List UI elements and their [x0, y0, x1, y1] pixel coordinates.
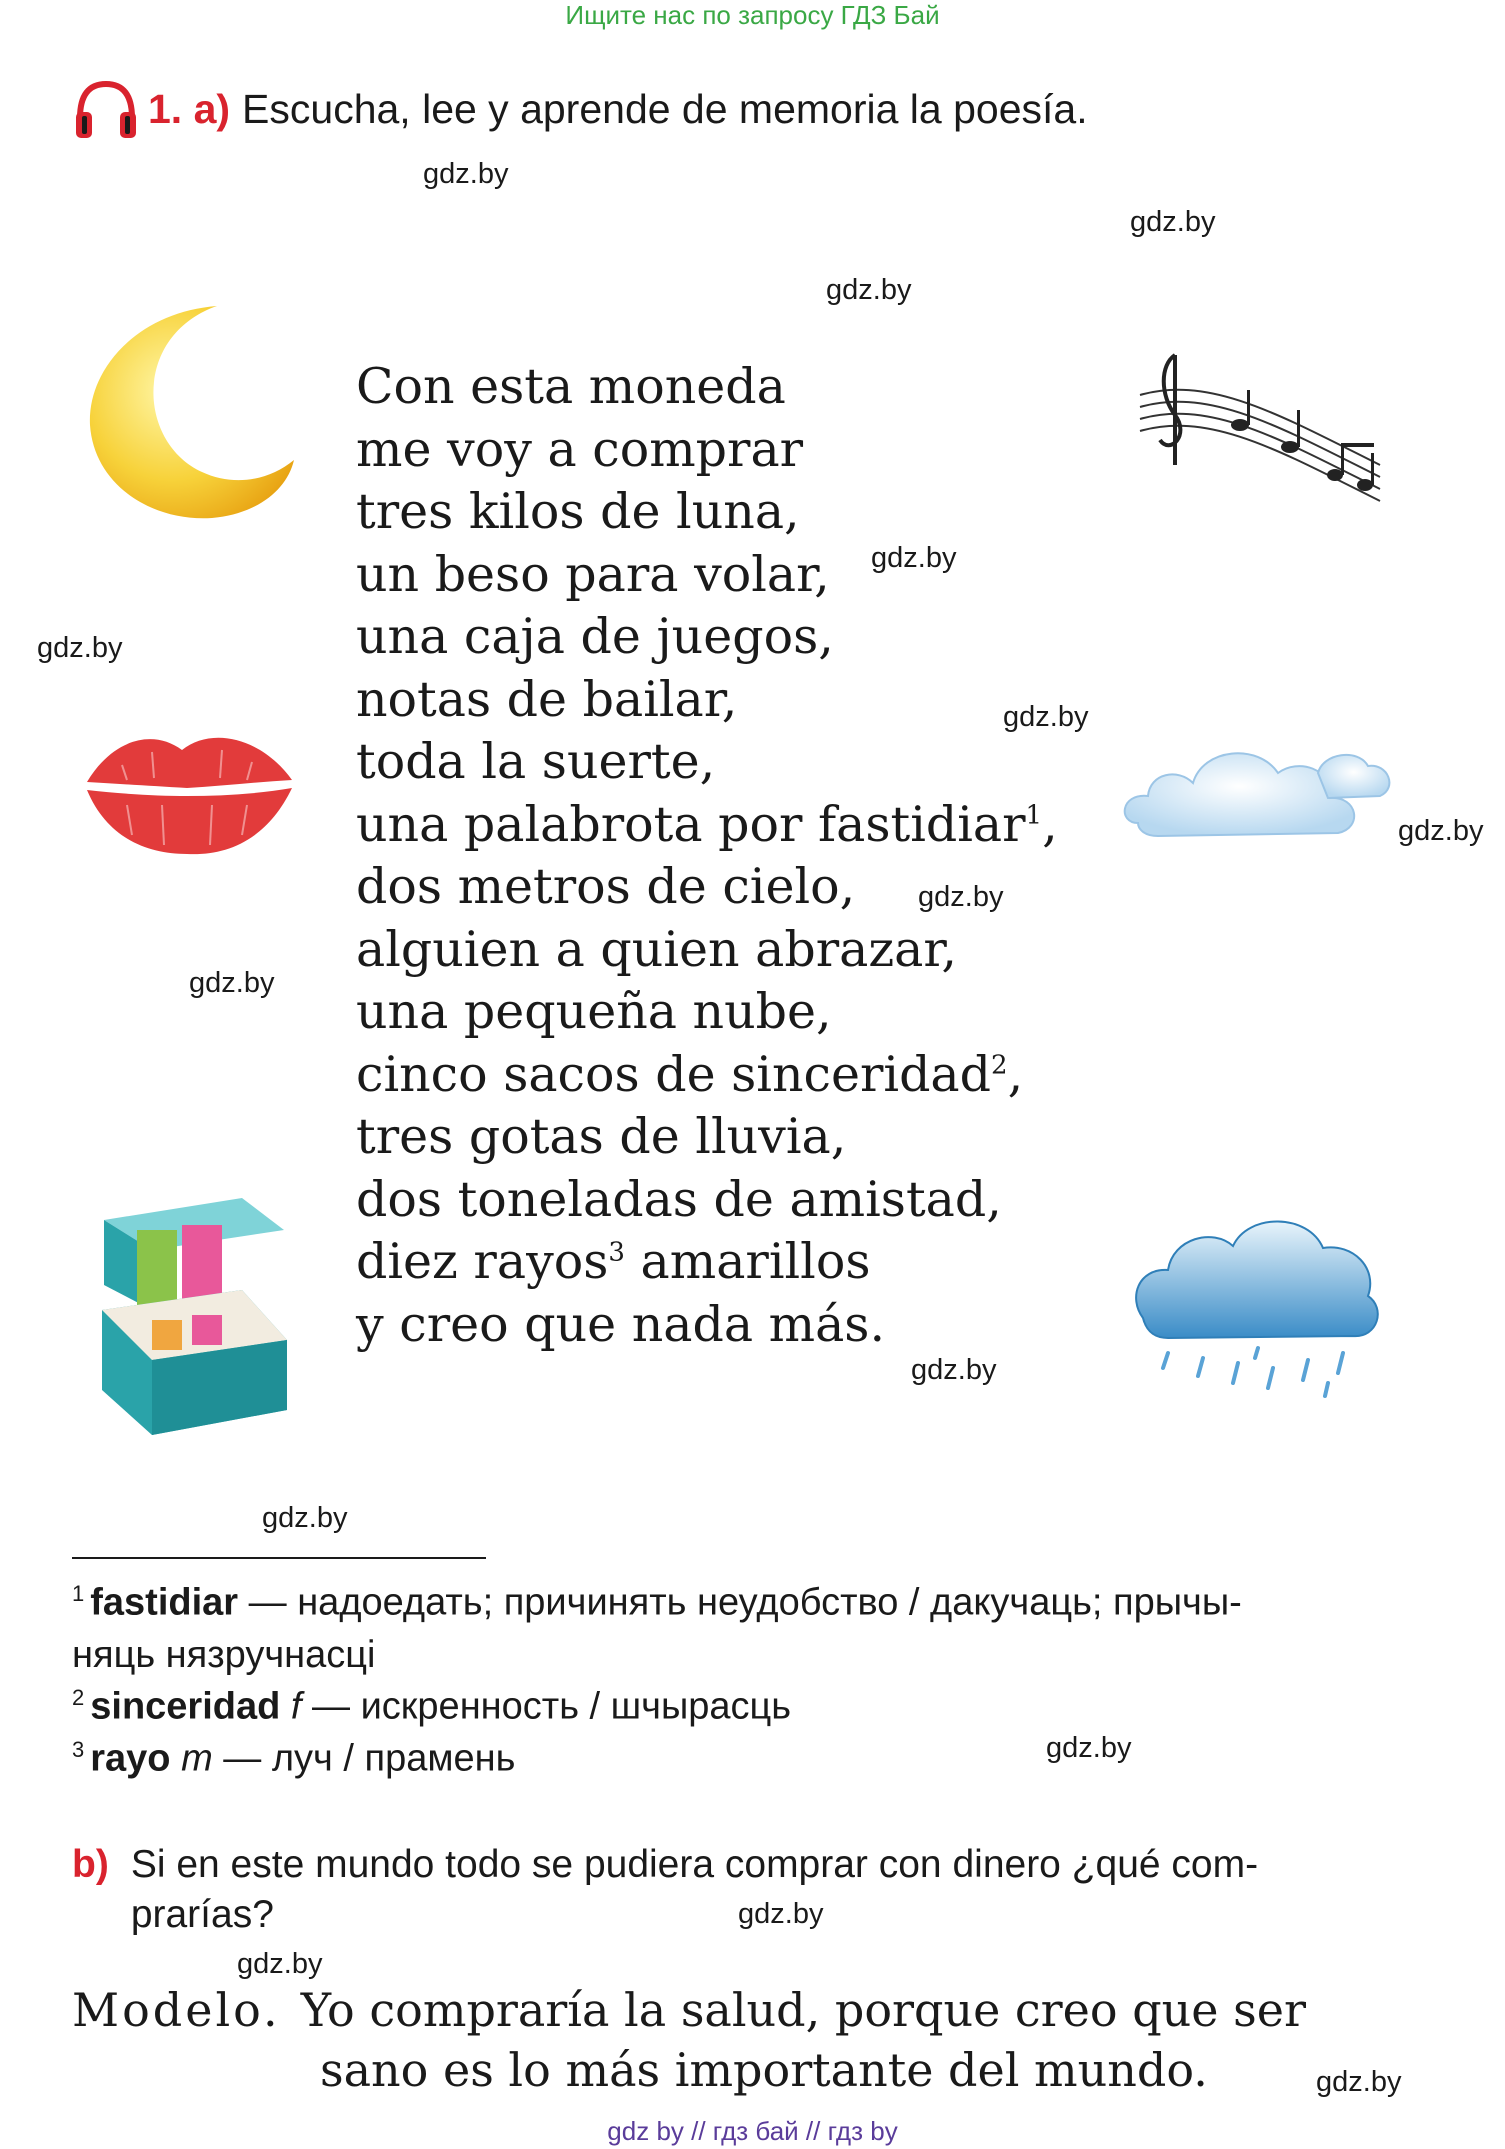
rain-cloud-image: [1128, 1208, 1388, 1408]
footnote-number: 2: [72, 1685, 85, 1710]
exercise-instruction: Escucha, lee y aprende de memoria la poesía.: [242, 85, 1088, 132]
watermark: gdz.by: [738, 1898, 824, 1930]
poem-line: me voy a comprar: [356, 420, 804, 478]
footnote-text: — искренность / шчырасць: [301, 1685, 792, 1728]
footnote: [72, 1568, 1412, 1681]
footnote-text: няць нязручнасці: [72, 1633, 376, 1676]
watermark: gdz.by: [237, 1948, 323, 1980]
poem-line: dos metros de cielo,: [356, 858, 856, 915]
poem-line-text: cinco sacos de sinceridad: [356, 1045, 992, 1103]
poem: [356, 356, 1058, 1356]
watermark: gdz.by: [262, 1502, 348, 1534]
footnote-word: fastidiar: [90, 1581, 239, 1624]
poem-line: alguien a quien abrazar,: [356, 920, 957, 978]
poem-line: [356, 794, 1058, 857]
watermark: gdz.by: [871, 542, 957, 574]
footnote: [72, 1724, 1412, 1785]
watermark: gdz.by: [423, 158, 509, 190]
footnote-number: 1: [72, 1581, 85, 1606]
model-label: Modelo.: [72, 1983, 281, 2037]
poem-line: un beso para volar,: [356, 545, 830, 603]
toy-box-image: [92, 1190, 292, 1435]
music-notes-image: [1130, 335, 1385, 515]
footnote-text: — надоедать; причинять неудобство / дакучаць; прычы-: [238, 1581, 1242, 1624]
footer-link[interactable]: gdz by // гдз бай // гдз by: [607, 2116, 898, 2146]
watermark: gdz.by: [826, 274, 912, 306]
watermark: gdz.by: [189, 967, 275, 999]
poem-line: [356, 1231, 1058, 1294]
model-answer: [72, 1980, 1412, 2100]
poem-line: una caja de juegos,: [356, 608, 834, 665]
watermark: gdz.by: [1003, 701, 1089, 733]
footnote-ref: 2: [991, 1050, 1008, 1081]
poem-punct: ,: [1007, 1045, 1024, 1103]
exercise-number: 1. a): [148, 85, 231, 132]
footnote-word: rayo: [90, 1737, 171, 1780]
poem-line: [356, 1044, 1058, 1107]
footnote-number: 3: [72, 1737, 85, 1762]
poem-line-text: amarillos: [624, 1233, 871, 1290]
headphones-icon: [72, 78, 140, 140]
watermark: gdz.by: [1316, 2066, 1402, 2098]
watermark: gdz.by: [37, 632, 123, 664]
lips-image: [82, 720, 297, 860]
poem-punct: ,: [1042, 795, 1058, 853]
part-b-question: Si en este mundo todo se pudiera comprar con dinero ¿qué com-prarías?: [130, 1843, 1259, 1936]
cloud-image: [1118, 728, 1398, 848]
footnote-ref: 3: [608, 1237, 625, 1268]
moon-image: [82, 300, 302, 525]
poem-line: toda la suerte,: [356, 733, 716, 790]
footnote-ref: 1: [1025, 800, 1043, 831]
exercise-title: [72, 78, 1088, 140]
footnote-text: — луч / прамень: [212, 1737, 516, 1780]
poem-line: tres gotas de lluvia,: [356, 1108, 847, 1165]
watermark: gdz.by: [1398, 815, 1484, 847]
model-line: sano es lo más importante del mundo.: [320, 2043, 1208, 2097]
model-line: Yo compraría la salud, porque creo que ser: [300, 1983, 1306, 2037]
poem-line-text: diez rayos: [356, 1233, 609, 1290]
footnote-gender: m: [181, 1737, 213, 1780]
part-b-label: b): [72, 1843, 109, 1886]
footnote-gender: f: [290, 1685, 302, 1728]
watermark: gdz.by: [911, 1354, 997, 1386]
footnote-word: sinceridad: [90, 1685, 281, 1728]
poem-line-text: una palabrota por fastidiar: [356, 795, 1026, 853]
poem-line: y creo que nada más.: [356, 1295, 886, 1353]
watermark: gdz.by: [1046, 1732, 1132, 1764]
part-b: [72, 1840, 1412, 1940]
poem-line: Con esta moneda: [356, 358, 786, 415]
poem-line: una pequeña nube,: [356, 983, 832, 1040]
watermark: gdz.by: [918, 881, 1004, 913]
watermark: gdz.by: [1130, 206, 1216, 238]
poem-line: notas de bailar,: [356, 670, 738, 728]
poem-line: tres kilos de luna,: [356, 483, 800, 540]
poem-line: dos toneladas de amistad,: [356, 1170, 1002, 1228]
top-banner[interactable]: Ищите нас по запросу ГДЗ Бай: [565, 0, 940, 30]
footnote-divider: [72, 1557, 486, 1559]
